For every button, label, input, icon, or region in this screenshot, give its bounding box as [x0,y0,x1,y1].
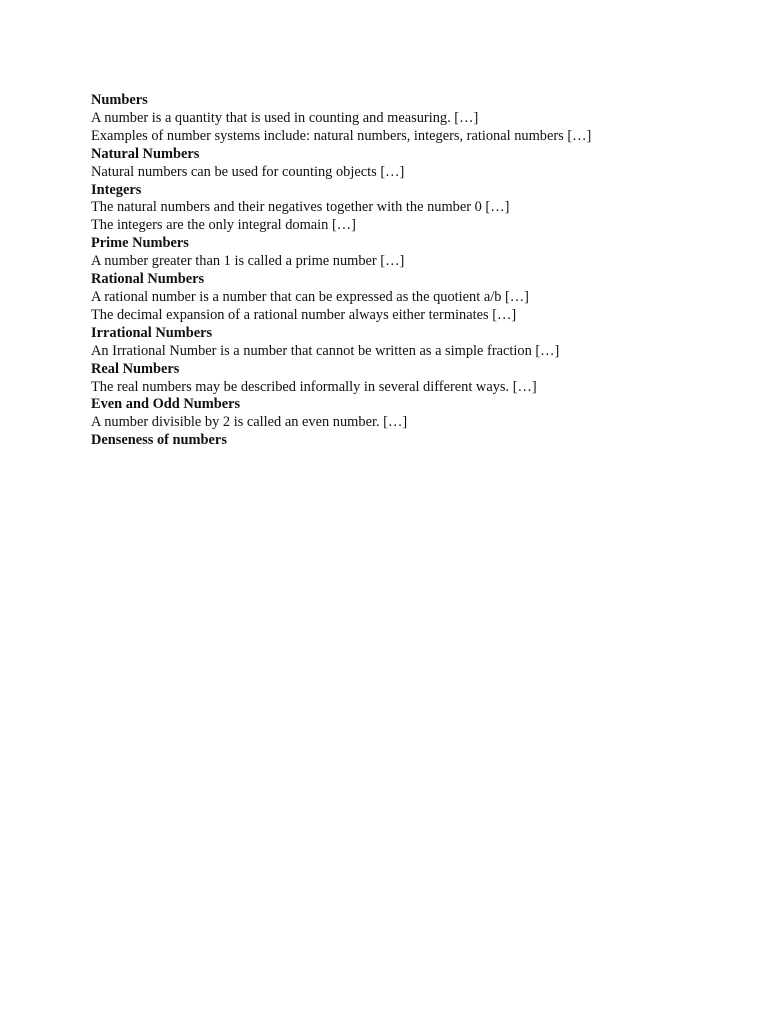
section-denseness-of-numbers [91,432,658,450]
section-prime-numbers [91,235,658,271]
section-paragraph: Natural numbers can be used for counting objects […] [91,163,405,180]
section-heading: Irrational Numbers [91,324,213,341]
section-paragraph: A number is a quantity that is used in counting and measuring. […] [91,109,479,126]
section-numbers [91,92,658,146]
section-paragraph: The natural numbers and their negatives together with the number 0 […] [91,199,510,216]
section-heading: Numbers [91,92,148,108]
section-paragraph: Examples of number systems include: natural numbers, integers, rational numbers […] [91,127,592,144]
section-paragraph: The integers are the only integral domain […] [91,217,356,234]
section-paragraph: The real numbers may be described informally in several different ways. […] [91,378,537,395]
section-rational-numbers [91,271,658,325]
section-paragraph: A number greater than 1 is called a prime number […] [91,253,405,270]
section-even-and-odd-numbers [91,396,658,432]
section-irrational-numbers [91,325,658,361]
section-heading: Prime Numbers [91,235,189,252]
section-paragraph: An Irrational Number is a number that cannot be written as a simple fraction […] [91,342,560,359]
section-heading: Natural Numbers [91,145,200,162]
section-real-numbers [91,361,658,397]
section-paragraph: A number divisible by 2 is called an even number. […] [91,414,408,431]
section-heading: Real Numbers [91,360,180,377]
section-integers [91,182,658,236]
section-natural-numbers [91,146,658,182]
section-heading: Integers [91,181,142,198]
section-paragraph: A rational number is a number that can be expressed as the quotient a/b […] [91,288,529,305]
section-heading: Denseness of numbers [91,432,227,449]
section-heading: Rational Numbers [91,271,205,288]
section-paragraph: The decimal expansion of a rational number always either terminates […] [91,306,517,323]
section-heading: Even and Odd Numbers [91,396,241,413]
